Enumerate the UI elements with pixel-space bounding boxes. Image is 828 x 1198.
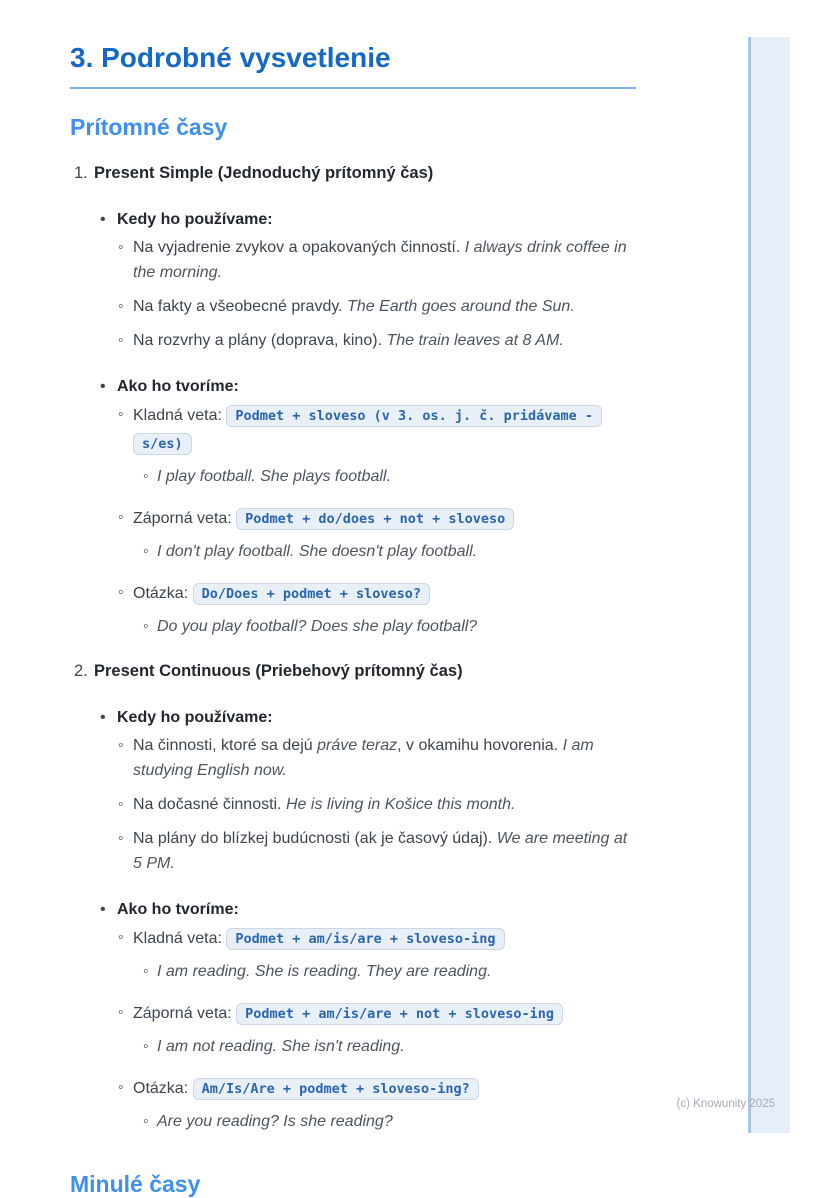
circle-bullet-icon — [143, 539, 157, 564]
circle-bullet-icon — [118, 294, 133, 319]
usage-point — [70, 792, 636, 817]
formula-row — [70, 1075, 636, 1103]
formula-row — [70, 925, 636, 953]
point-example-italic: The train leaves at 8 AM. — [386, 332, 564, 349]
list-item-present-continuous — [70, 659, 636, 1134]
formation-block — [70, 1075, 636, 1134]
formation-block — [70, 1000, 636, 1059]
circle-bullet-icon — [118, 792, 133, 817]
disc-bullet-icon — [100, 897, 117, 922]
example-row — [70, 959, 636, 984]
formula-code: Podmet + do/does + not + sloveso — [236, 508, 514, 530]
formation-block — [70, 402, 636, 489]
group-label: Ako ho tvoríme: — [117, 901, 239, 918]
circle-bullet-icon — [143, 1034, 157, 1059]
page-title: 3. Podrobné vysvetlenie — [70, 41, 636, 89]
section-heading-minule-casy: Minulé časy — [70, 1171, 201, 1197]
item-title: Present Continuous (Priebehový prítomný čas) — [94, 662, 463, 680]
formula-text — [133, 925, 636, 953]
item-title: Present Simple (Jednoduchý prítomný čas) — [94, 164, 434, 182]
formation-group — [70, 897, 636, 1134]
formula-code: Podmet + sloveso (v 3. os. j. č. pridávame -s/es) — [133, 405, 602, 455]
formula-label: Kladná veta: — [133, 407, 227, 424]
usage-point-text — [133, 733, 636, 783]
formation-block — [70, 925, 636, 984]
formation-block — [70, 580, 636, 639]
example-row — [70, 1034, 636, 1059]
copyright-footer: (c) Knowunity 2025 — [676, 1098, 775, 1110]
circle-bullet-icon — [118, 733, 133, 758]
point-lead: Na fakty a všeobecné pravdy. — [133, 298, 348, 315]
example-sentence: Are you reading? Is she reading? — [157, 1113, 393, 1130]
circle-bullet-icon — [118, 235, 133, 260]
formula-label: Otázka: — [133, 1080, 193, 1097]
formula-code: Do/Does + podmet + sloveso? — [193, 583, 430, 605]
formula-row — [70, 1000, 636, 1028]
formula-text — [133, 1000, 636, 1028]
formula-text — [133, 402, 636, 458]
example-sentence: Do you play football? Does she play football? — [157, 618, 478, 635]
point-example-italic: The Earth goes around the Sun. — [347, 298, 575, 315]
circle-bullet-icon — [118, 402, 133, 427]
disc-bullet-icon — [100, 374, 117, 399]
point-lead: Na činnosti, ktoré sa dejú — [133, 737, 318, 754]
disc-bullet-icon — [100, 207, 117, 232]
example-sentence: I don't play football. She doesn't play football. — [157, 543, 478, 560]
formula-code: Podmet + am/is/are + not + sloveso-ing — [236, 1003, 563, 1025]
formula-text — [133, 580, 636, 608]
circle-bullet-icon — [143, 614, 157, 639]
circle-bullet-icon — [118, 328, 133, 353]
point-example-italic: We are meeting at 5 PM. — [133, 830, 628, 872]
formula-label: Záporná veta: — [133, 1005, 237, 1022]
formula-code: Am/Is/Are + podmet + sloveso-ing? — [193, 1078, 479, 1100]
item-heading-row — [70, 161, 636, 186]
example-row — [70, 614, 636, 639]
usage-point-text — [133, 328, 636, 353]
example-row — [70, 1109, 636, 1134]
usage-point-text — [133, 294, 636, 319]
document-content — [70, 41, 636, 1198]
circle-bullet-icon — [118, 826, 133, 851]
group-label-row — [70, 705, 636, 730]
usage-point — [70, 733, 636, 783]
group-label: Kedy ho používame: — [117, 709, 273, 726]
point-example-italic: He is living in Košice this month. — [285, 796, 516, 813]
usage-point-text — [133, 826, 636, 876]
formula-label: Kladná veta: — [133, 930, 227, 947]
formula-code: Podmet + am/is/are + sloveso-ing — [226, 928, 504, 950]
group-label-row — [70, 897, 636, 922]
formula-label: Otázka: — [133, 585, 193, 602]
point-lead: Na dočasné činnosti. — [133, 796, 286, 813]
circle-bullet-icon — [118, 580, 133, 605]
formula-row — [70, 580, 636, 608]
usage-group — [70, 207, 636, 353]
point-mid: , v okamihu hovorenia. — [397, 737, 563, 754]
circle-bullet-icon — [118, 925, 133, 950]
item-heading-row — [70, 659, 636, 684]
point-lead: Na vyjadrenie zvykov a opakovaných činností. — [133, 239, 465, 256]
example-row — [70, 464, 636, 489]
circle-bullet-icon — [118, 1075, 133, 1100]
item-number: 2. — [74, 662, 88, 680]
circle-bullet-icon — [118, 1000, 133, 1025]
usage-point-text — [133, 235, 636, 285]
list-item-present-simple — [70, 161, 636, 639]
usage-point — [70, 328, 636, 353]
point-lead: Na plány do blízkej budúcnosti (ak je časový údaj). — [133, 830, 497, 847]
item-number: 1. — [74, 164, 88, 182]
usage-point-text — [133, 792, 636, 817]
usage-group — [70, 705, 636, 876]
example-sentence: I play football. She plays football. — [157, 468, 391, 485]
usage-point — [70, 235, 636, 285]
circle-bullet-icon — [143, 464, 157, 489]
circle-bullet-icon — [118, 505, 133, 530]
example-sentence: I am not reading. She isn't reading. — [157, 1038, 405, 1055]
point-lead: Na rozvrhy a plány (doprava, kino). — [133, 332, 387, 349]
point-example-italic: I am studying English now. — [133, 737, 594, 779]
example-sentence: I am reading. She is reading. They are reading. — [157, 963, 492, 980]
example-row — [70, 539, 636, 564]
formula-text — [133, 1075, 636, 1103]
point-emphasis: práve teraz — [317, 737, 398, 754]
group-label-row — [70, 374, 636, 399]
formation-group — [70, 374, 636, 639]
section-heading-pritomne-casy: Prítomné časy — [70, 114, 228, 140]
formula-row — [70, 402, 636, 458]
usage-point — [70, 826, 636, 876]
point-example-italic: I always drink coffee in the morning. — [133, 239, 627, 281]
group-label-row — [70, 207, 636, 232]
circle-bullet-icon — [143, 1109, 157, 1134]
page-edge-bar — [748, 37, 790, 1133]
formula-label: Záporná veta: — [133, 510, 237, 527]
formation-block — [70, 505, 636, 564]
formula-text — [133, 505, 636, 533]
formula-row — [70, 505, 636, 533]
group-label: Kedy ho používame: — [117, 211, 273, 228]
group-label: Ako ho tvoríme: — [117, 378, 239, 395]
circle-bullet-icon — [143, 959, 157, 984]
usage-point — [70, 294, 636, 319]
disc-bullet-icon — [100, 705, 117, 730]
